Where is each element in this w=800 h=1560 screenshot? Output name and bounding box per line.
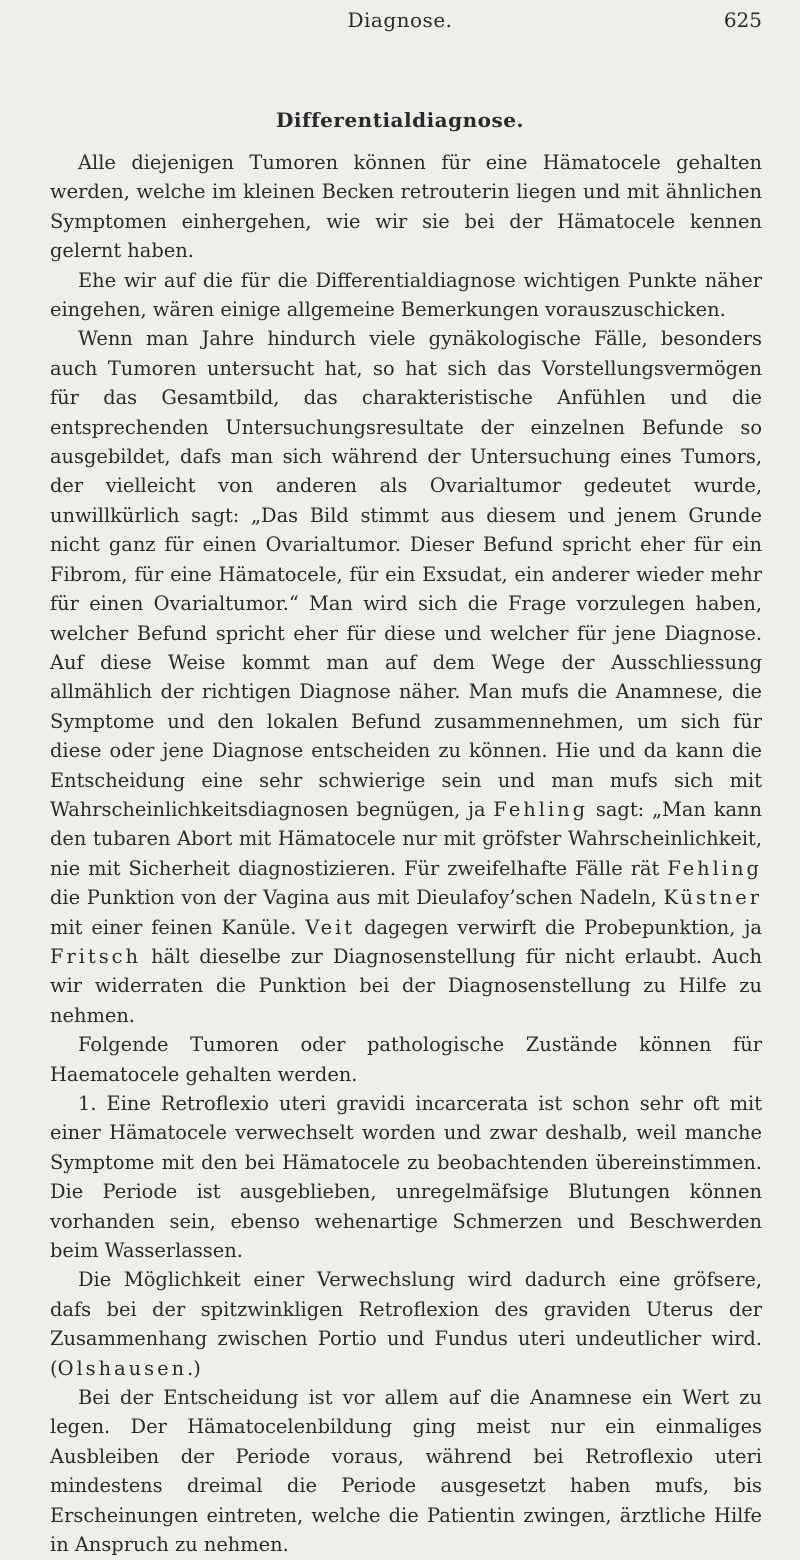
author-name-fritsch: Fritsch (50, 944, 142, 968)
author-name-kuestner: Küstner (663, 886, 763, 910)
text-span: mit einer feinen Kanüle. (50, 915, 297, 939)
text-span: dagegen verwirft die Probepunktion, ja (364, 915, 762, 939)
running-title: Diagnose. (347, 8, 453, 32)
paragraph-decision: Bei der Entscheidung ist vor allem auf die Anamnese ein Wert zu legen. Der Hämatocelenbildung ging meist nur ein einmaliges Ausbleiben der Periode voraus, während bei Retroflexio uteri mindestens dreimal die Periode ausgesetzt haben mufs, bis Erscheinungen eintreten, welche die Patientin zwingen, ärztliche Hilfe in Anspruch zu nehmen. (50, 1386, 762, 1557)
text-span: .) (187, 1356, 201, 1380)
text-span: Die Möglichkeit einer Verwechslung wird dadurch eine gröfsere, dafs bei der spitzwinkligen Retroflexion des graviden Uterus der Zusammenhang zwischen Portio und Fundus uteri undeutlicher wird. ( (50, 1268, 762, 1380)
paragraph-general-remarks (50, 324, 762, 1030)
section-heading: Differentialdiagnose. (276, 108, 524, 132)
author-name-olshausen: Olshausen (57, 1356, 188, 1380)
text-span: Wenn man Jahre hindurch viele gynäkologische Fälle, besonders auch Tumoren untersucht hat, so hat sich das Vorstellungsvermögen für das Gesamtbild, das charakteristische Anfühlen und die entsprechenden Untersuchungsresultate der einzelnen Befunde so ausgebildet, dafs man sich während der Untersuchung eines Tumors, der vielleicht von anderen als Ovarialtumor gedeutet wurde, unwillkürlich sagt: „Das Bild stimmt aus diesem und jenem Grunde nicht ganz für einen Ovarialtumor. Dieser Befund spricht eher für ein Fibrom, für eine Hämatocele, für ein Exsudat, ein anderer wieder mehr für einen Ovarialtumor.“ Man wird sich die Frage vorzulegen haben, welcher Befund spricht eher für diese und welcher für jene Diagnose. Auf diese Weise kommt man auf dem Wege der Ausschliessung allmählich der richtigen Diagnose näher. Man mufs die Anamnese, die Symptome und den lokalen Befund zusammennehmen, um sich für diese oder jene Diagnose entscheiden zu können. Hie und da kann die Entscheidung eine sehr schwierige sein und man mufs sich mit Wahrscheinlichkeitsdiagnosen begnügen, ja (50, 327, 762, 821)
page-number: 625 (723, 8, 762, 32)
running-head (0, 8, 800, 38)
author-name-fehling: Fehling (493, 797, 589, 821)
paragraph-list-intro: Folgende Tumoren oder pathologische Zustände können für Haematocele gehalten werden. (50, 1033, 762, 1086)
author-name-fehling: Fehling (667, 856, 762, 880)
paragraph-intro: Alle diejenigen Tumoren können für eine Hämatocele gehalten werden, welche im kleinen Becken retrouterin liegen und mit ähnlichen Symptomen einhergehen, wie wir sie bei der Hämatocele kennen gelernt haben. (50, 151, 762, 263)
text-span: sagt: „Man kann den tubaren Abort mit Hämatocele nur mit gröfster Wahrscheinlichkeit, nie mit Sicherheit diagnostizieren. Für zweifelhafte Fälle rät (50, 797, 762, 880)
paragraph-confusion (50, 1265, 762, 1383)
paragraph-preliminary: Ehe wir auf die für die Differentialdiagnose wichtigen Punkte näher eingehen, wären einige allgemeine Bemerkungen vorauszuschicken. (50, 268, 762, 322)
body-text (50, 148, 762, 1560)
paragraph-item-1: 1. Eine Retroflexio uteri gravidi incarcerata ist schon sehr oft mit einer Hämatocele verwechselt worden und zwar deshalb, weil manche Symptome mit den bei Hämatocele zu beobachtenden übereinstimmen. Die Periode ist ausgeblieben, unregelmäfsige Blutungen können vorhanden sein, ebenso wehenartige Schmerzen und Beschwerden beim Wasserlassen. (50, 1092, 762, 1263)
text-span: die Punktion von der Vagina aus mit Dieulafoy’schen Nadeln, (50, 886, 657, 910)
author-name-veit: Veit (305, 915, 356, 939)
text-span: hält dieselbe zur Diagnosenstellung für nicht erlaubt. Auch wir widerraten die Punktion bei der Diagnosenstellung zu Hilfe zu nehmen. (50, 944, 762, 1027)
